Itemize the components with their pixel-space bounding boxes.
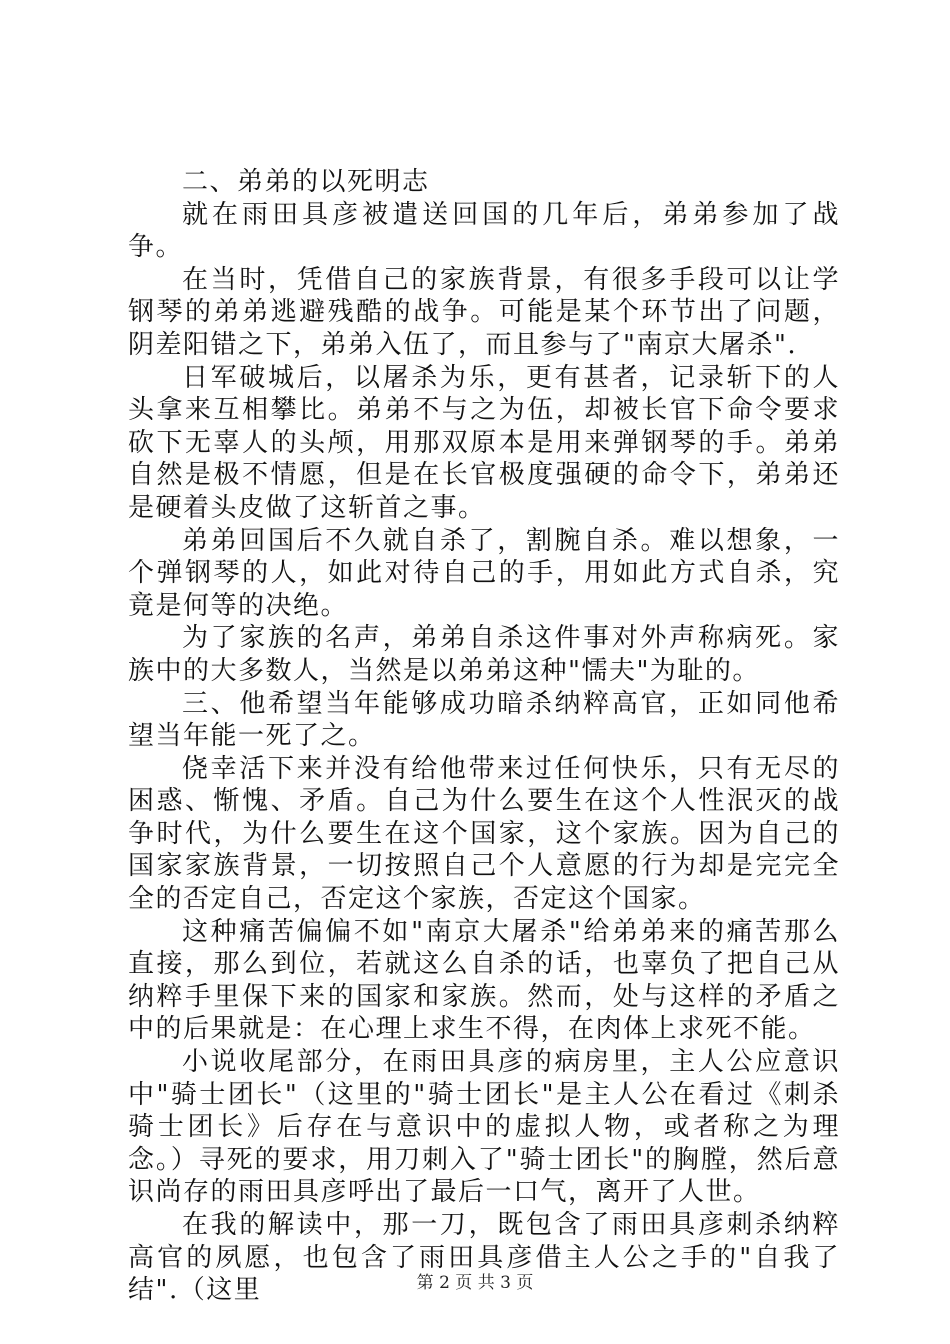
paragraph: 在我的解读中，那一刀，既包含了雨田具彦刺杀纳粹高官的夙愿，也包含了雨田具彦借主人公之手的"自我了结".（这里 <box>128 1210 840 1306</box>
document-body <box>128 166 840 1307</box>
paragraph: 日军破城后，以屠杀为乐，更有甚者，记录斩下的人头拿来互相攀比。弟弟不与之为伍，却被长官下命令要求砍下无辜人的头颅，用那双原本是用来弹钢琴的手。弟弟自然是极不情愿，但是在长官极度强硬的命令下，弟弟还是硬着头皮做了这斩首之事。 <box>128 362 840 523</box>
paragraph: 为了家族的名声，弟弟自杀这件事对外声称病死。家族中的大多数人，当然是以弟弟这种"懦夫"为耻的。 <box>128 623 840 686</box>
paragraph: 就在雨田具彦被遣送回国的几年后，弟弟参加了战争。 <box>128 199 840 263</box>
page-number-label: 第 2 页 共 3 页 <box>416 1273 534 1293</box>
page-footer <box>0 1273 950 1293</box>
section-heading-3: 三、他希望当年能够成功暗杀纳粹高官，正如同他希望当年能一死了之。 <box>128 688 840 752</box>
paragraph: 在当时，凭借自己的家族背景，有很多手段可以让学钢琴的弟弟逃避残酷的战争。可能是某个环节出了问题，阴差阳错之下，弟弟入伍了，而且参与了"南京大屠杀". <box>128 264 840 360</box>
paragraph: 弟弟回国后不久就自杀了，割腕自杀。难以想象，一个弹钢琴的人，如此对待自己的手，用如此方式自杀，究竟是何等的决绝。 <box>128 525 840 621</box>
paragraph: 侥幸活下来并没有给他带来过任何快乐，只有无尽的困惑、惭愧、矛盾。自己为什么要生在这个人性泯灭的战争时代，为什么要生在这个国家，这个家族。因为自己的国家家族背景，一切按照自己个人意愿的行为却是完完全全的否定自己，否定这个家族，否定这个国家。 <box>128 753 840 915</box>
paragraph: 小说收尾部分，在雨田具彦的病房里，主人公应意识中"骑士团长"（这里的"骑士团长"是主人公在看过《刺杀骑士团长》后存在与意识中的虚拟人物，或者称之为理念。）寻死的要求，用刀刺入了"骑士团长"的胸膛，然后意识尚存的雨田具彦呼出了最后一口气，离开了人世。 <box>128 1047 840 1208</box>
paragraph: 这种痛苦偏偏不如"南京大屠杀"给弟弟来的痛苦那么直接，那么到位，若就这么自杀的话，也辜负了把自己从纳粹手里保下来的国家和家族。然而，处与这样的矛盾之中的后果就是：在心理上求生不得，在肉体上求死不能。 <box>128 916 840 1045</box>
section-heading-2: 二、弟弟的以死明志 <box>182 167 430 197</box>
